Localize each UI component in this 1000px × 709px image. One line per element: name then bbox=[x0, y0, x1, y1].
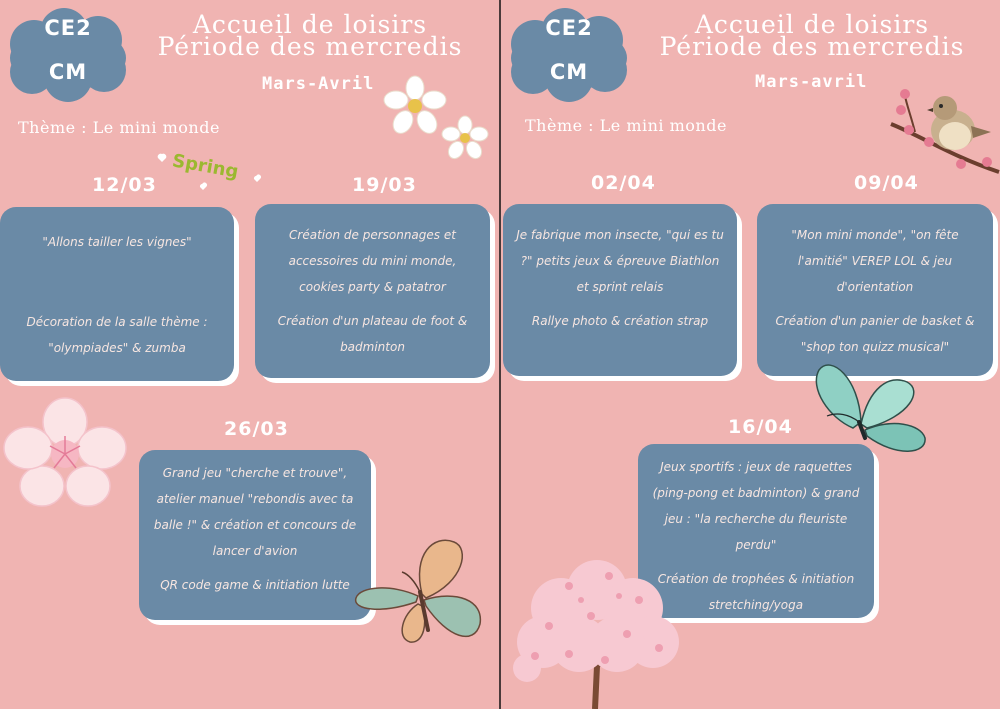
cherry-tree-icon bbox=[509, 556, 687, 709]
session-activity: Décoration de la salle thème : "olympiades" & zumba bbox=[26, 315, 208, 355]
daisy-flower-icon bbox=[384, 76, 446, 136]
session-card bbox=[0, 207, 234, 381]
left-page bbox=[0, 0, 499, 709]
spring-label: Spring bbox=[170, 150, 240, 183]
page-title-line2: Période des mercredis bbox=[659, 32, 965, 61]
hearts-icon bbox=[150, 152, 265, 194]
session-date: 12/03 bbox=[92, 174, 157, 196]
cherry-blossom-icon bbox=[4, 398, 126, 508]
right-page bbox=[501, 0, 1000, 709]
page-title-line1: Accueil de loisirs bbox=[694, 10, 930, 39]
session-date: 09/04 bbox=[854, 172, 919, 194]
blue-butterfly-icon bbox=[809, 358, 929, 462]
class-label-line2: CM bbox=[549, 60, 589, 84]
session-card bbox=[255, 204, 490, 378]
session-activity: "Mon mini monde", "on fête l'amitié" VEREP LOL & jeu d'orientation bbox=[791, 228, 959, 294]
class-label-line1: CE2 bbox=[545, 16, 593, 40]
daisy-flower-small-icon bbox=[442, 116, 488, 160]
period-label: Mars-avril bbox=[755, 72, 868, 92]
session-activity: "Allons tailler les vignes" bbox=[42, 235, 192, 249]
session-card bbox=[139, 450, 371, 620]
session-activity: Rallye photo & création strap bbox=[531, 314, 709, 328]
session-activity: Grand jeu "cherche et trouve", atelier manuel "rebondis avec ta balle !" & création et concours de lancer d'avion bbox=[153, 466, 357, 558]
page-title-line1: Accueil de loisirs bbox=[192, 10, 428, 39]
session-activity: Jeux sportifs : jeux de raquettes (ping-pong et badminton) & grand jeu : "la recherche du fleuriste perdu" bbox=[652, 460, 860, 552]
class-label-line2: CM bbox=[48, 60, 88, 84]
period-label: Mars-Avril bbox=[262, 74, 375, 94]
session-activity: Je fabrique mon insecte, "qui es tu ?" petits jeux & épreuve Biathlon et sprint relais bbox=[516, 228, 724, 294]
page-title-line2: Période des mercredis bbox=[157, 32, 463, 61]
class-label-line1: CE2 bbox=[44, 16, 92, 40]
session-date: 26/03 bbox=[224, 418, 289, 440]
theme-label: Thème : Le mini monde bbox=[525, 116, 727, 135]
session-date: 16/04 bbox=[728, 416, 793, 438]
session-activity: Création de personnages et accessoires du mini monde, cookies party & patatror bbox=[288, 228, 457, 294]
bird-on-branch-icon bbox=[891, 86, 999, 182]
session-activity: Création d'un plateau de foot & badminton bbox=[277, 314, 468, 354]
session-card bbox=[503, 204, 737, 376]
session-date: 19/03 bbox=[352, 174, 417, 196]
session-date: 02/04 bbox=[591, 172, 656, 194]
session-activity: QR code game & initiation lutte bbox=[160, 578, 350, 592]
session-card bbox=[757, 204, 993, 376]
butterfly-icon bbox=[352, 534, 488, 652]
session-activity: Création de trophées & initiation stretching/yoga bbox=[657, 572, 855, 612]
theme-label: Thème : Le mini monde bbox=[18, 118, 220, 137]
session-activity: Création d'un panier de basket & "shop ton quizz musical" bbox=[775, 314, 975, 354]
